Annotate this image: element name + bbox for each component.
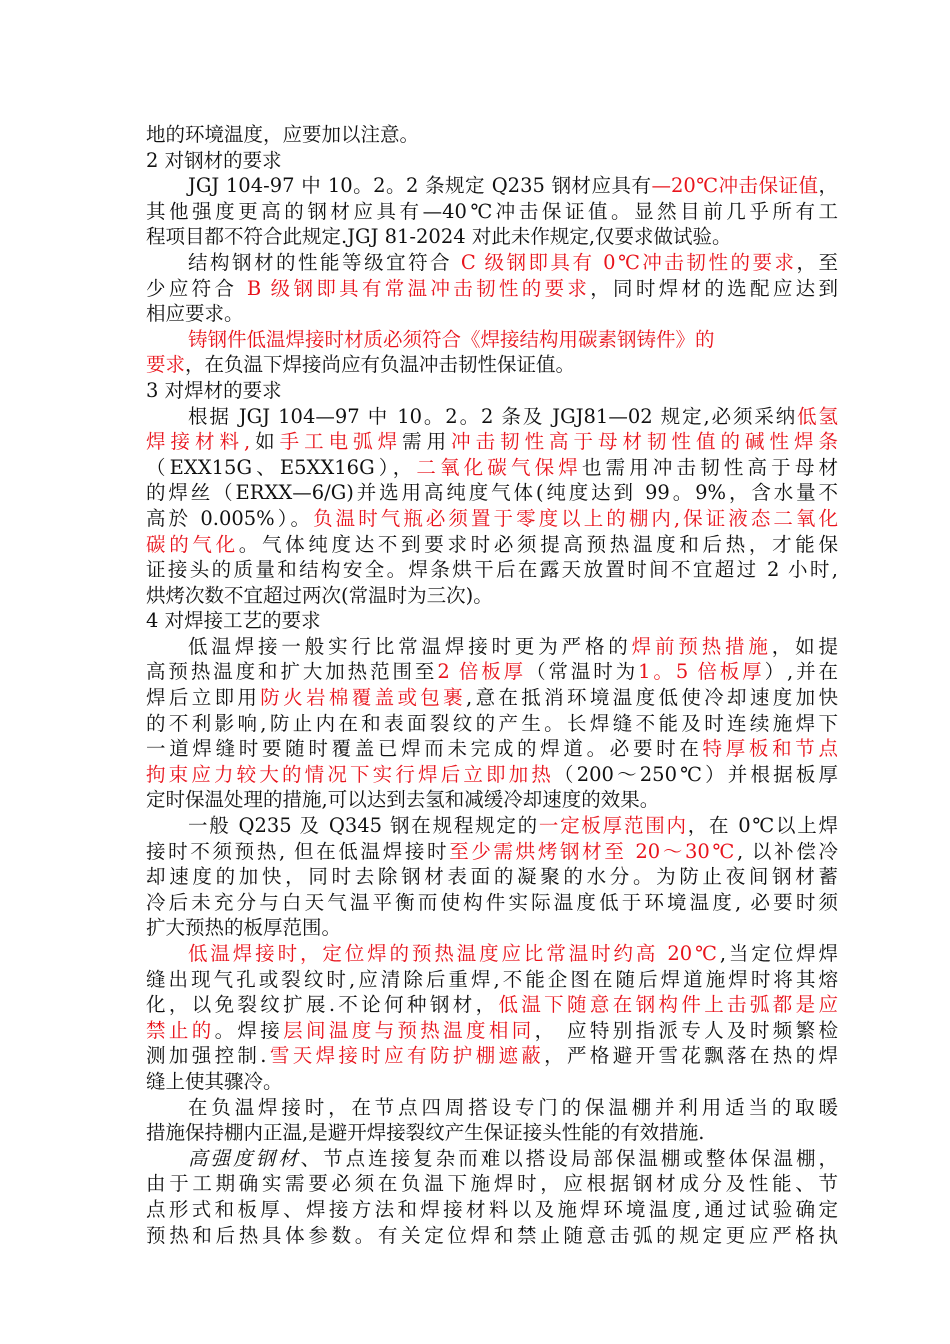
text-segment: 定时保温处理的措施,可以达到去氢和减缓冷却速度的效果。 <box>146 788 660 812</box>
highlighted-text: 低温焊接时，定位焊的预热温度应比常温时约高 20℃ <box>188 942 720 965</box>
text-line <box>146 199 838 225</box>
text-segment: 根据 JGJ 104—97 中 10。2。2 条及 JGJ81—02 规定,必须采纳 <box>188 404 798 428</box>
text-segment: （200～250℃）并根据板厚 <box>554 762 838 786</box>
document-body <box>146 122 838 1248</box>
text-line <box>146 327 838 353</box>
highlighted-text: 手工电弧焊 <box>279 430 403 454</box>
text-line <box>146 583 838 609</box>
text-line <box>146 839 838 865</box>
text-segment: 点形式和板厚、焊接方法和焊接材料以及施焊环境温度,通过试验确定 <box>146 1197 838 1221</box>
text-line <box>146 608 838 634</box>
text-segment: 4 对焊接工艺的要求 <box>146 609 321 633</box>
text-line <box>146 506 838 532</box>
text-segment: 却速度的加快，同时去除钢材表面的凝聚的水分。为防止夜间钢材蓄 <box>146 865 838 889</box>
text-segment: 程项目都不符合此规定.JGJ 81-2024 对此未作规定,仅要求做试验。 <box>146 225 732 249</box>
text-line <box>146 1197 838 1223</box>
text-segment: 的不利影响,防止内在和表面裂纹的产生。长焊缝不能及时连续施焊下 <box>146 711 838 735</box>
text-segment: 化，以免裂纹扩展.不论何种钢材， <box>146 993 499 1017</box>
text-segment: JGJ 104-97 中 10。2。2 条规定 Q235 钢材应具有 <box>188 174 652 198</box>
highlighted-text: 焊接材料, <box>146 430 251 454</box>
highlighted-text: 特厚板和节点 <box>702 737 838 761</box>
text-segment: 地的环境温度，应要加以注意。 <box>146 123 420 146</box>
text-segment: 烘烤次数不宜超过两次(常温时为三次)。 <box>146 583 493 607</box>
text-line <box>146 1043 838 1069</box>
text-segment: 的焊丝（ERXX—6/G)并选用高纯度气体(纯度达到 99。9%，含水量不 <box>146 481 838 505</box>
text-segment: ,意在抵消环境温度低使冷却速度加快 <box>466 686 838 710</box>
text-line <box>146 173 838 199</box>
text-line <box>146 1095 838 1121</box>
highlighted-text: 拘束应力较大的情况下实行焊后立即加热 <box>146 762 555 786</box>
text-line <box>146 787 838 813</box>
text-segment: 由于工期确实需要必须在负温下施焊时，应根据钢材成分及性能、节 <box>146 1172 838 1196</box>
text-segment: 措施保持棚内正温,是避开焊接裂纹产生保证接头性能的有效措施. <box>146 1121 705 1145</box>
text-segment: 高於 0.005%）。 <box>146 506 314 530</box>
text-segment: ， 应特别指派专人及时频繁检 <box>534 1018 838 1042</box>
highlighted-text: 低氢 <box>797 404 838 428</box>
text-line <box>146 762 838 788</box>
highlighted-text: 一定板厚范围内 <box>538 814 688 838</box>
highlighted-text: 碳的气化 <box>146 532 239 556</box>
text-line <box>146 148 838 174</box>
text-line <box>146 685 838 711</box>
highlighted-text: 2 倍板厚 <box>437 660 527 684</box>
text-line <box>146 1171 838 1197</box>
text-segment: 、节点连接复杂而难以搭设局部保温棚或整体保温棚， <box>300 1146 838 1170</box>
text-line <box>146 224 838 250</box>
highlighted-text: 至少需烘烤钢材至 20～30℃ <box>449 839 737 863</box>
text-segment: 缝出现气孔或裂纹时,应清除后重焊,不能企图在随后焊道施焊时将其熔 <box>146 967 838 991</box>
text-line <box>146 967 838 993</box>
text-segment: 低温焊接一般实行比常温焊接时更为严格的 <box>188 634 632 658</box>
text-segment: 一道焊缝时要随时覆盖已焊而未完成的焊道。必要时在 <box>146 737 703 761</box>
highlighted-text: B 级钢即具有常温冲击韧性的要求 <box>246 276 591 300</box>
highlighted-text: 要求 <box>146 353 186 377</box>
text-line <box>146 1120 838 1146</box>
highlighted-text: 层间温度与预热温度相同 <box>283 1018 535 1042</box>
text-line <box>146 736 838 762</box>
text-line <box>146 941 838 967</box>
text-lines <box>146 122 838 1248</box>
text-segment: 结构钢材的性能等级宜符合 <box>188 250 461 274</box>
text-segment: , 以补偿冷 <box>736 839 839 863</box>
text-segment: （常温时为 <box>526 660 639 684</box>
highlighted-text: 防火岩棉覆盖或包裹 <box>260 686 467 710</box>
text-segment: 预热和后热具体参数。有关定位焊和禁止随意击弧的规定更应严格执 <box>146 1223 838 1247</box>
text-line <box>146 276 838 302</box>
text-segment: 证接头的质量和结构安全。焊条烘干后在露天放置时间不宜超过 2 小时, <box>146 558 838 582</box>
text-segment: 需用 <box>402 430 452 454</box>
text-segment: 扩大预热的板厚范围。 <box>146 916 342 940</box>
highlighted-text: C 级钢即具有 0℃冲击韧性的要求 <box>460 250 797 274</box>
text-segment: 相应要求。 <box>146 302 244 326</box>
text-line <box>146 378 838 404</box>
highlighted-text: 铸钢件低温焊接时材质必须符合《焊接结构用碳素钢铸件》的 <box>188 327 715 351</box>
highlighted-text: 二氧化碳气保焊 <box>416 455 582 479</box>
text-line <box>146 480 838 506</box>
text-line <box>146 429 838 455</box>
text-line <box>146 659 838 685</box>
text-segment: 缝上使其骤冷。 <box>146 1069 283 1093</box>
text-line <box>146 813 838 839</box>
text-line <box>146 915 838 941</box>
text-segment: 。焊接 <box>214 1018 284 1042</box>
text-segment: ，同时焊材的选配应达到 <box>590 276 838 300</box>
text-line <box>146 1018 838 1044</box>
highlighted-text: 禁止的 <box>146 1018 215 1042</box>
text-line <box>146 250 838 276</box>
highlighted-text: —20℃冲击保证值 <box>651 174 819 198</box>
text-segment: 冷后未充分与白天气温平衡而使构件实际温度低于环境温度, 必要时须 <box>146 890 838 914</box>
text-line <box>146 532 838 558</box>
italic-text: 高强度钢材 <box>188 1146 301 1170</box>
text-segment: 接时不须预热, 但在低温焊接时 <box>146 839 450 863</box>
text-segment: 一般 Q235 及 Q345 钢在规程规定的 <box>188 814 539 838</box>
text-line <box>146 1069 838 1095</box>
highlighted-text: 负温时气瓶必须置于零度以上的棚内,保证液态二氧化 <box>313 506 838 530</box>
text-segment: 。气体纯度达不到要求时必须提高预热温度和后热，才能保 <box>238 532 838 556</box>
text-line <box>146 634 838 660</box>
text-segment: 其他强度更高的钢材应具有—40℃冲击保证值。显然目前几乎所有工 <box>146 199 838 223</box>
text-segment: 3 对焊材的要求 <box>146 378 282 402</box>
text-segment: ，在 0℃以上焊 <box>687 814 838 838</box>
text-segment: 少应符合 <box>146 276 247 300</box>
text-line <box>146 301 838 327</box>
text-segment: ）,并在 <box>764 660 838 684</box>
text-line <box>146 992 838 1018</box>
text-line <box>146 890 838 916</box>
text-line <box>146 864 838 890</box>
text-segment: ，至 <box>796 250 838 274</box>
text-segment: （EXX15G、E5XX16G）， <box>146 455 417 479</box>
text-segment: ,当定位焊焊 <box>719 942 839 965</box>
text-line <box>146 404 838 430</box>
text-line <box>146 352 838 378</box>
text-segment: ，如提 <box>771 634 838 658</box>
highlighted-text: 冲击韧性高于母材韧性值的碱性焊条 <box>451 430 838 454</box>
text-segment: 高预热温度和扩大加热范围至 <box>146 660 438 684</box>
text-line <box>146 455 838 481</box>
text-line <box>146 1223 838 1249</box>
text-segment: 测加强控制. <box>146 1044 267 1068</box>
text-segment: 在负温焊接时，在节点四周搭设专门的保温棚并利用适当的取暖 <box>188 1095 838 1119</box>
highlighted-text: 低温下随意在钢构件上击弧都是应 <box>498 993 838 1017</box>
highlighted-text: 1。5 倍板厚 <box>638 660 765 684</box>
text-segment: 也需用冲击韧性高于母材 <box>581 455 838 479</box>
text-segment: 2 对钢材的要求 <box>146 148 282 172</box>
text-segment: 如 <box>250 430 280 454</box>
text-line <box>146 122 838 148</box>
highlighted-text: 雪天焊接时应有防护棚遮蔽 <box>266 1044 545 1068</box>
text-segment: ， <box>818 174 838 198</box>
text-segment: 焊后立即用 <box>146 686 261 710</box>
text-line <box>146 1146 838 1172</box>
text-segment: ，严格避开雪花飘落在热的焊 <box>544 1044 838 1068</box>
highlighted-text: 焊前预热措施 <box>631 634 772 658</box>
text-line <box>146 557 838 583</box>
text-segment: ，在负温下焊接尚应有负温冲击韧性保证值。 <box>185 353 576 377</box>
text-line <box>146 711 838 737</box>
